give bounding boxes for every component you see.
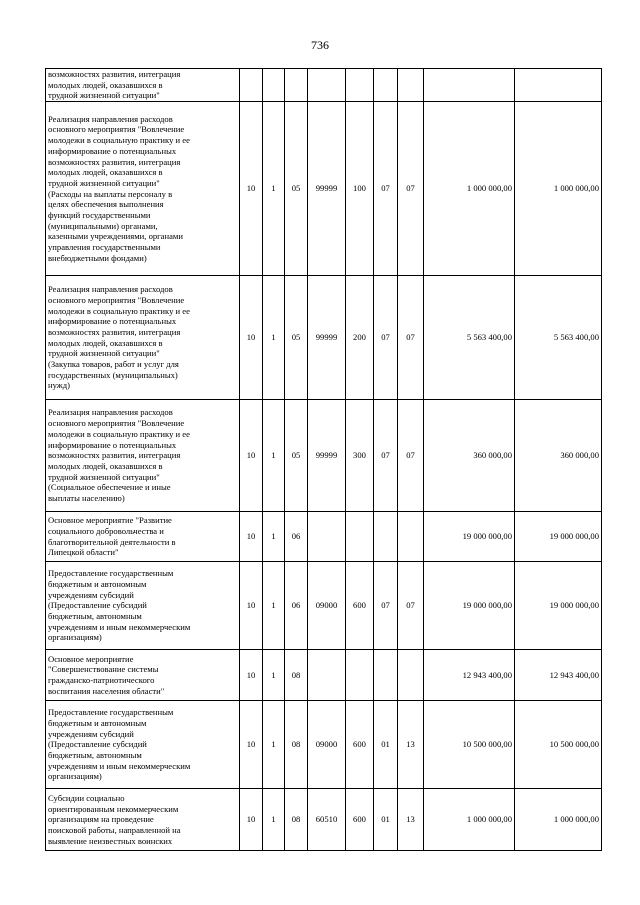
cell-event-code: 08: [285, 789, 308, 851]
cell-amount-1: 10 500 000,00: [424, 701, 515, 789]
cell-subprogram-code: [263, 69, 285, 102]
row-description: Предоставление государственным бюджетным и автономным учреждениям субсидий (Предоставление субсидий бюджетным, автономным учреждениям и иным некоммерческим организациям): [46, 562, 240, 650]
cell-amount-1: [424, 69, 515, 102]
cell-division-code: 07: [374, 102, 398, 276]
cell-expense-type: 600: [346, 701, 374, 789]
cell-amount-1: 12 943 400,00: [424, 650, 515, 701]
cell-amount-2: 1 000 000,00: [515, 102, 602, 276]
cell-subdivision-code: 13: [398, 701, 424, 789]
cell-subprogram-code: 1: [263, 400, 285, 512]
cell-event-code: 05: [285, 400, 308, 512]
row-description: Субсидии социально ориентированным некоммерческим организациям на проведение поисковой работы, направленной на выявление неизвестных воинских: [46, 789, 240, 851]
cell-division-code: 01: [374, 789, 398, 851]
budget-table: [45, 68, 602, 851]
cell-subprogram-code: 1: [263, 562, 285, 650]
cell-event-code: 06: [285, 512, 308, 562]
cell-subdivision-code: [398, 69, 424, 102]
cell-subprogram-code: 1: [263, 102, 285, 276]
cell-division-code: [374, 650, 398, 701]
row-description: возможностях развития, интеграция молодых людей, оказавшихся в трудной жизненной ситуации": [46, 69, 240, 102]
cell-amount-2: 10 500 000,00: [515, 701, 602, 789]
cell-subdivision-code: [398, 650, 424, 701]
cell-expense-type: [346, 650, 374, 701]
table-row: [46, 276, 602, 400]
cell-subdivision-code: 07: [398, 400, 424, 512]
cell-direction-code: 99999: [308, 276, 346, 400]
cell-subdivision-code: 07: [398, 102, 424, 276]
cell-subprogram-code: 1: [263, 276, 285, 400]
cell-direction-code: [308, 650, 346, 701]
cell-subdivision-code: 07: [398, 562, 424, 650]
table-row: [46, 650, 602, 701]
cell-direction-code: 60510: [308, 789, 346, 851]
row-description: Предоставление государственным бюджетным и автономным учреждениям субсидий (Предоставление субсидий бюджетным, автономным учреждениям и иным некоммерческим организациям): [46, 701, 240, 789]
cell-section-code: 10: [240, 562, 263, 650]
table-body: [46, 69, 602, 851]
cell-direction-code: 99999: [308, 400, 346, 512]
cell-expense-type: 600: [346, 789, 374, 851]
cell-amount-2: 12 943 400,00: [515, 650, 602, 701]
cell-subprogram-code: 1: [263, 512, 285, 562]
cell-amount-2: 1 000 000,00: [515, 789, 602, 851]
cell-subdivision-code: [398, 512, 424, 562]
row-description: Реализация направления расходов основного мероприятия "Вовлечение молодежи в социальную практику и ее информирование о потенциальных возможностях развития, интеграция молодых людей, оказавшихся в трудной жизненной ситуации" (Социальное обеспечение и иные выплаты населению): [46, 400, 240, 512]
cell-amount-1: 19 000 000,00: [424, 512, 515, 562]
cell-event-code: 05: [285, 276, 308, 400]
table-row: [46, 562, 602, 650]
cell-expense-type: 600: [346, 562, 374, 650]
cell-subprogram-code: 1: [263, 650, 285, 701]
cell-subprogram-code: 1: [263, 701, 285, 789]
cell-amount-2: [515, 69, 602, 102]
cell-event-code: [285, 69, 308, 102]
cell-expense-type: 100: [346, 102, 374, 276]
cell-division-code: [374, 69, 398, 102]
cell-section-code: 10: [240, 650, 263, 701]
cell-section-code: 10: [240, 276, 263, 400]
table-row: [46, 512, 602, 562]
cell-event-code: 05: [285, 102, 308, 276]
table-row: [46, 400, 602, 512]
cell-division-code: 07: [374, 400, 398, 512]
cell-section-code: 10: [240, 400, 263, 512]
cell-amount-1: 360 000,00: [424, 400, 515, 512]
cell-amount-1: 19 000 000,00: [424, 562, 515, 650]
cell-section-code: 10: [240, 701, 263, 789]
cell-event-code: 08: [285, 650, 308, 701]
cell-division-code: [374, 512, 398, 562]
cell-expense-type: 300: [346, 400, 374, 512]
cell-section-code: 10: [240, 512, 263, 562]
cell-division-code: 07: [374, 562, 398, 650]
cell-amount-2: 19 000 000,00: [515, 562, 602, 650]
cell-direction-code: 99999: [308, 102, 346, 276]
cell-direction-code: [308, 512, 346, 562]
cell-division-code: 07: [374, 276, 398, 400]
cell-subdivision-code: 13: [398, 789, 424, 851]
row-description: Основное мероприятие "Развитие социального добровольчества и благотворительной деятельности в Липецкой области": [46, 512, 240, 562]
cell-event-code: 06: [285, 562, 308, 650]
cell-direction-code: 09000: [308, 701, 346, 789]
cell-section-code: 10: [240, 789, 263, 851]
cell-section-code: [240, 69, 263, 102]
cell-amount-1: 5 563 400,00: [424, 276, 515, 400]
table-row: [46, 789, 602, 851]
cell-section-code: 10: [240, 102, 263, 276]
cell-expense-type: [346, 69, 374, 102]
cell-amount-1: 1 000 000,00: [424, 789, 515, 851]
row-description: Реализация направления расходов основного мероприятия "Вовлечение молодежи в социальную практику и ее информирование о потенциальных возможностях развития, интеграция молодых людей, оказавшихся в трудной жизненной ситуации" (Расходы на выплаты персоналу в целях обеспечения выполнения функций государственными (муниципальными) органами, казенными учреждениями, органами управления государственными внебюджетными фондами): [46, 102, 240, 276]
cell-expense-type: [346, 512, 374, 562]
table-row: [46, 701, 602, 789]
cell-expense-type: 200: [346, 276, 374, 400]
cell-amount-2: 360 000,00: [515, 400, 602, 512]
cell-event-code: 08: [285, 701, 308, 789]
table-row: [46, 69, 602, 102]
cell-direction-code: [308, 69, 346, 102]
row-description: Реализация направления расходов основного мероприятия "Вовлечение молодежи в социальную практику и ее информирование о потенциальных возможностях развития, интеграция молодых людей, оказавшихся в трудной жизненной ситуации" (Закупка товаров, работ и услуг для государственных (муниципальных) нужд): [46, 276, 240, 400]
cell-direction-code: 09000: [308, 562, 346, 650]
cell-amount-1: 1 000 000,00: [424, 102, 515, 276]
page-number: 736: [311, 38, 329, 52]
cell-amount-2: 19 000 000,00: [515, 512, 602, 562]
cell-amount-2: 5 563 400,00: [515, 276, 602, 400]
cell-subdivision-code: 07: [398, 276, 424, 400]
row-description: Основное мероприятие "Совершенствование системы гражданско-патриотического воспитания населения области": [46, 650, 240, 701]
cell-subprogram-code: 1: [263, 789, 285, 851]
table-row: [46, 102, 602, 276]
cell-division-code: 01: [374, 701, 398, 789]
